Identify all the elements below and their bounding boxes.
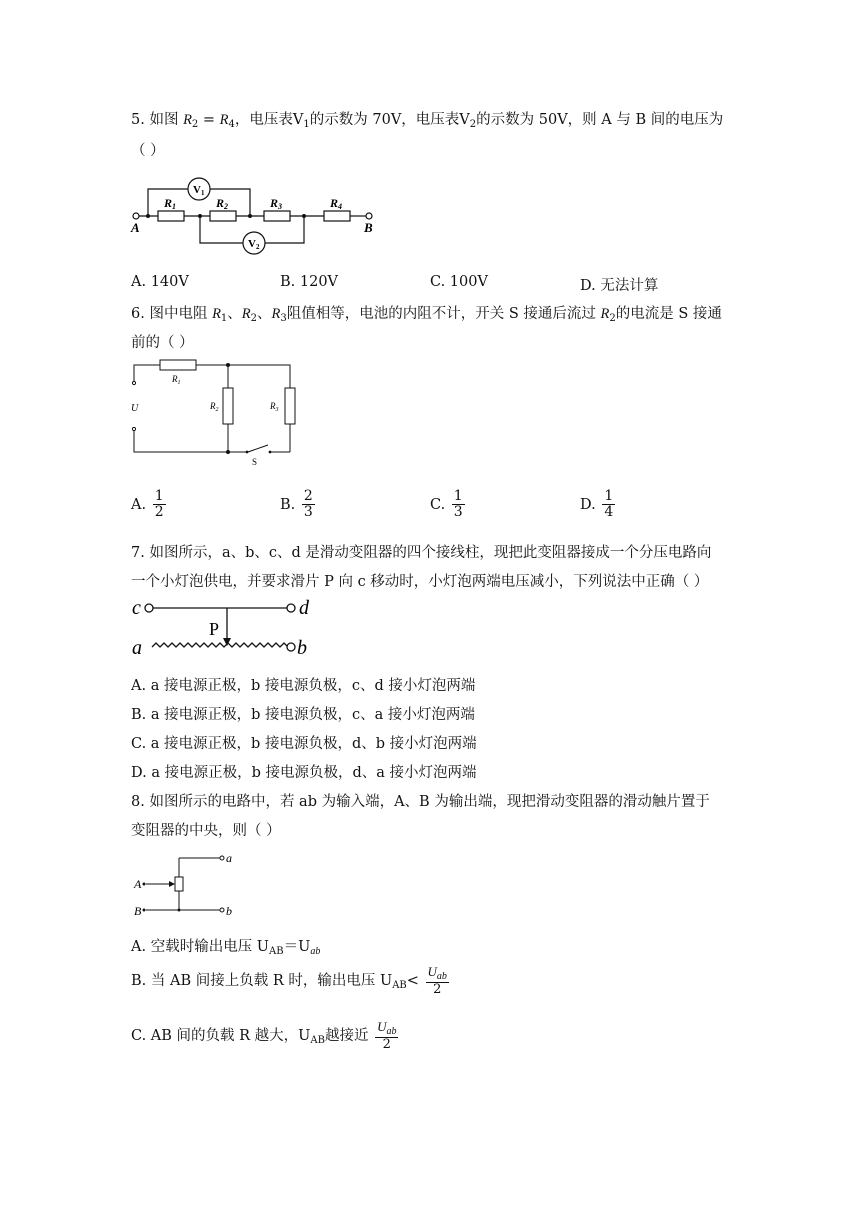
q5-text3: 的示数为 50V，则 A 与 B 间的电压为 — [476, 112, 724, 128]
q8-stem-line2: 变阻器的中央，则（ ） — [131, 823, 281, 839]
q6-option-d-den: 4 — [604, 504, 614, 521]
q8-option-c-fraction — [375, 1020, 398, 1052]
q6-stem-line2: 前的（ ） — [131, 335, 194, 351]
q8-option-c-num-sub: ab — [386, 1026, 397, 1037]
q6-circuit-diagram — [128, 356, 308, 472]
q5-prefix: 5. 如图 — [131, 112, 179, 128]
q8-stem-line1: 8. 如图所示的电路中，若 ab 为输入端，A、B 为输出端，现把滑动变阻器的滑动触片置于 — [131, 794, 710, 810]
q5-r4-sub: 4 — [228, 119, 235, 130]
q6-p3: 的电流是 S 接通 — [615, 306, 722, 322]
q5-diag-R1: R1 — [164, 196, 177, 211]
q5-stem-line1 — [131, 108, 723, 130]
q6-option-b-den: 3 — [303, 504, 313, 521]
q6-option-b[interactable] — [280, 489, 315, 521]
q7-option-b[interactable]: B. a 接电源正极，b 接电源负极，c、a 接小灯泡两端 — [131, 707, 475, 723]
q8-option-b-num-u: U — [427, 964, 437, 979]
q6-sep1: 、 — [227, 306, 242, 322]
q6-option-c-num: 1 — [453, 488, 463, 504]
q6-option-c-label: C. — [430, 496, 446, 513]
q6-option-a-num: 1 — [154, 488, 164, 504]
q5-option-b[interactable]: B. 120V — [280, 274, 339, 290]
q6-option-b-fraction — [302, 489, 315, 521]
q5-option-c[interactable]: C. 100V — [430, 274, 488, 290]
q5-diag-R4: R4 — [330, 196, 343, 211]
q8-option-c-text: C. AB 间的负载 R 越大，U — [131, 1028, 311, 1045]
q8-diag-B: B — [134, 904, 142, 918]
q7-rheostat-diagram — [130, 594, 330, 660]
q7-option-d[interactable]: D. a 接电源正极，b 接电源负极，d、a 接小灯泡两端 — [131, 765, 477, 781]
q6-option-b-num: 2 — [303, 488, 313, 504]
q8-option-b-text: B. 当 AB 间接上负载 R 时，输出电压 U — [131, 973, 393, 990]
q5-v1-sub: 1 — [303, 119, 310, 130]
q5-diag-B: B — [364, 220, 373, 235]
q7-diag-a: a — [132, 637, 142, 659]
q6-diag-U: U — [131, 403, 139, 414]
q5-diag-V2: V2 — [248, 238, 260, 251]
q8-option-c-num-u: U — [377, 1019, 387, 1034]
q6-stem-line1 — [131, 302, 722, 324]
q8-circuit-diagram — [132, 848, 242, 920]
q5-option-a[interactable]: A. 140V — [131, 274, 189, 290]
q6-option-a-label: A. — [131, 496, 147, 513]
q5-diag-R3: R3 — [270, 196, 283, 211]
q6-sep2: 、 — [257, 306, 272, 322]
q5-v2-sub: 2 — [469, 119, 477, 130]
q8-diag-A: A — [134, 877, 142, 891]
q8-option-a-text: A. 空载时输出电压 U — [131, 939, 270, 955]
q8-option-c[interactable] — [131, 1020, 398, 1052]
q5-paren: （ ） — [131, 143, 165, 159]
q8-option-b-num — [426, 965, 449, 983]
q5-r4: R — [219, 112, 229, 128]
q5-diag-V1: V1 — [193, 184, 205, 197]
q8-option-c-sub: AB — [310, 1035, 325, 1047]
q5-v1: V — [292, 112, 304, 128]
q6-option-c-den: 3 — [453, 504, 463, 521]
q8-option-a-sub1: AB — [269, 946, 284, 957]
q8-option-b-sub: AB — [392, 980, 407, 992]
q6-r2b-sub: 2 — [609, 313, 616, 324]
q8-option-c-num — [375, 1020, 398, 1038]
q8-diag-a: a — [226, 851, 232, 865]
q6-option-c-fraction — [452, 489, 465, 521]
q8-option-c-den: 2 — [382, 1037, 391, 1052]
q5-diag-A: A — [131, 220, 140, 235]
q6-diag-R2: $R_2$ — [210, 401, 219, 413]
q6-option-a-den: 2 — [154, 504, 164, 521]
q6-r3: R — [271, 306, 281, 322]
q8-option-a-sub2: ab — [310, 946, 321, 957]
q6-r2: R — [241, 306, 251, 322]
q6-diag-S: S — [252, 457, 258, 467]
q5-text2: 的示数为 70V，电压表 — [309, 112, 460, 128]
q5-text1: ，电压表 — [234, 112, 293, 128]
q7-diag-c: c — [132, 597, 141, 619]
q7-diag-P: P — [209, 619, 220, 639]
q8-option-b-fraction — [426, 965, 449, 997]
q6-option-d[interactable] — [580, 489, 615, 521]
q8-option-b[interactable] — [131, 965, 449, 997]
q5-circuit-diagram — [128, 170, 388, 260]
q5-option-d[interactable]: D. 无法计算 — [580, 278, 659, 294]
q6-r1: R — [212, 306, 221, 322]
q6-p2: 阻值相等，电池的内阻不计，开关 S 接通后流过 — [286, 306, 601, 322]
q6-option-a-fraction — [153, 489, 166, 521]
q6-r2-sub: 2 — [250, 313, 258, 324]
q6-option-d-label: D. — [580, 496, 596, 513]
q7-diag-b: b — [297, 637, 307, 659]
q8-option-b-num-sub: ab — [436, 971, 447, 982]
q8-diag-b: b — [226, 904, 232, 918]
q7-diag-d: d — [299, 597, 309, 619]
q5-r2-sub: 2 — [191, 119, 199, 130]
q6-r1-sub: 1 — [220, 313, 228, 324]
q5-eq: = — [202, 112, 216, 128]
q6-r2b: R — [600, 306, 610, 322]
q6-diag-R1: $R_1$ — [172, 374, 181, 386]
q8-option-b-lt: < — [406, 973, 419, 990]
q8-option-a-eq: ＝U — [283, 939, 311, 955]
q6-r3-sub: 3 — [280, 313, 287, 324]
q5-diag-R2: R2 — [216, 196, 229, 211]
q8-option-c-mid: 越接近 — [324, 1028, 369, 1045]
q7-option-a[interactable]: A. a 接电源正极，b 接电源负极，c、d 接小灯泡两端 — [131, 678, 476, 694]
q5-r2: R — [183, 112, 192, 128]
q7-stem-line1: 7. 如图所示，a、b、c、d 是滑动变阻器的四个接线柱，现把此变阻器接成一个分压电路向 — [131, 545, 712, 561]
q8-option-b-den: 2 — [433, 982, 442, 997]
q6-option-b-label: B. — [280, 496, 296, 513]
q6-option-d-fraction — [602, 489, 615, 521]
q5-v2: V — [459, 112, 470, 128]
q6-p1: 6. 图中电阻 — [131, 306, 213, 322]
q7-option-c[interactable]: C. a 接电源正极，b 接电源负极，d、b 接小灯泡两端 — [131, 736, 477, 752]
q7-stem-line2: 一个小灯泡供电，并要求滑片 P 向 c 移动时，小灯泡两端电压减小，下列说法中正确（ ） — [131, 574, 709, 590]
q6-option-d-num: 1 — [604, 488, 614, 504]
q6-diag-R3: $R_3$ — [270, 401, 279, 413]
q6-option-a[interactable] — [131, 489, 166, 521]
q6-option-c[interactable] — [430, 489, 465, 521]
q8-option-a[interactable] — [131, 935, 320, 957]
